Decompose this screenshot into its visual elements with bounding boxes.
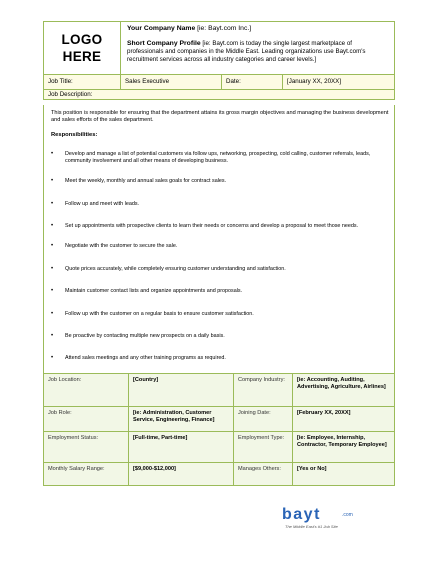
list-item: • Set up appointments with prospective clients to learn their needs or concerns and develop a proposal to meet those needs. [51, 223, 359, 230]
job-title-label: Job Title: [44, 75, 121, 90]
list-item: • Quote prices accurately, while completely ensuring customer understanding and satisfaction. [51, 265, 286, 272]
job-description-body [43, 105, 395, 374]
responsibilities-list [51, 151, 391, 378]
date-label: Date: [222, 75, 283, 90]
logo-line-1: LOGO [61, 32, 103, 47]
responsibilities-heading: Responsibilities: [51, 132, 98, 138]
list-item: • Follow up and meet with leads. [51, 200, 140, 207]
date-value: [January XX, 20XX] [283, 75, 395, 90]
job-location-label: Job Location: [44, 374, 129, 407]
company-profile-label: Short Company Profile [127, 40, 201, 47]
company-info [121, 22, 395, 75]
bullet-icon: • [51, 332, 54, 339]
bullet-icon: • [51, 178, 54, 185]
bullet-icon: • [51, 243, 54, 250]
list-item: • Develop and manage a list of potential customers via follow ups, networking, prospecting, cold calling, customer referrals, leads, community involvement and all other means of developing business. [51, 151, 371, 165]
table-row [44, 463, 395, 486]
employment-status-label: Employment Status: [44, 432, 129, 463]
table-row [44, 374, 395, 407]
bullet-icon: • [51, 265, 54, 272]
manages-others-value: [Yes or No] [293, 463, 395, 486]
company-name [127, 25, 390, 33]
job-title-value: Sales Executive [121, 75, 222, 90]
bayt-logo-word: bayt [282, 506, 321, 523]
job-details-table [43, 373, 395, 486]
list-item: • Negotiate with the customer to secure the sale. [51, 243, 178, 250]
job-role-label: Job Role: [44, 407, 129, 432]
job-description-row [44, 90, 395, 100]
monthly-salary-label: Monthly Salary Range: [44, 463, 129, 486]
company-name-value: [ie: Bayt.com Inc.] [197, 25, 252, 32]
job-role-value: [ie: Administration, Customer Service, Engineering, Finance] [129, 407, 234, 432]
list-item: • Be proactive by contacting multiple new prospects on a daily basis. [51, 332, 225, 339]
logo-line-2: HERE [62, 49, 102, 64]
employment-status-value: [Full-time, Part-time] [129, 432, 234, 463]
bayt-logo [282, 506, 422, 536]
bullet-icon: • [51, 223, 54, 230]
company-industry-value: [ie: Accounting, Auditing, Advertising, Agriculture, Airlines] [293, 374, 395, 407]
company-profile [127, 40, 390, 64]
bayt-logo-suffix: .com [342, 512, 353, 518]
list-item: • Follow up with the customer on a regular basis to ensure customer satisfaction. [51, 310, 254, 317]
bayt-tagline: The Middle East's #1 Job Site [285, 524, 338, 529]
employment-type-value: [ie: Employee, Internship, Contractor, Temporary Employee] [293, 432, 395, 463]
monthly-salary-value: [$9,000-$12,000] [129, 463, 234, 486]
table-row [44, 432, 395, 463]
table-row [44, 407, 395, 432]
job-intro: This position is responsible for ensuring that the department attains its gross margin objectives and managing the business development and sales efforts of the sales department. [51, 110, 389, 124]
logo-placeholder [44, 22, 121, 75]
list-item: • Attend sales meetings and any other training programs as required. [51, 355, 226, 362]
list-item: • Meet the weekly, monthly and annual sales goals for contract sales. [51, 178, 227, 185]
bullet-icon: • [51, 200, 54, 207]
manages-others-label: Manages Others: [234, 463, 293, 486]
company-industry-label: Company Industry: [234, 374, 293, 407]
job-description-label: Job Description: [44, 90, 395, 100]
joining-date-value: [February XX, 20XX] [293, 407, 395, 432]
bullet-icon: • [51, 310, 54, 317]
joining-date-label: Joining Date: [234, 407, 293, 432]
company-name-label: Your Company Name [127, 25, 196, 32]
bullet-icon: • [51, 151, 54, 157]
header-table [43, 21, 395, 100]
job-title-row [44, 75, 395, 90]
employment-type-label: Employment Type: [234, 432, 293, 463]
job-location-value: [Country] [129, 374, 234, 407]
bullet-icon: • [51, 355, 54, 362]
company-profile-value: [ie: Bayt.com is today the single largest marketplace of professionals and companies in the Middle East. Leading organizations use Bayt.com's recruitment services across all industry categories and career levels.] [127, 40, 366, 63]
list-item: • Maintain customer contact lists and organize appointments and proposals. [51, 288, 243, 295]
bullet-icon: • [51, 288, 54, 295]
